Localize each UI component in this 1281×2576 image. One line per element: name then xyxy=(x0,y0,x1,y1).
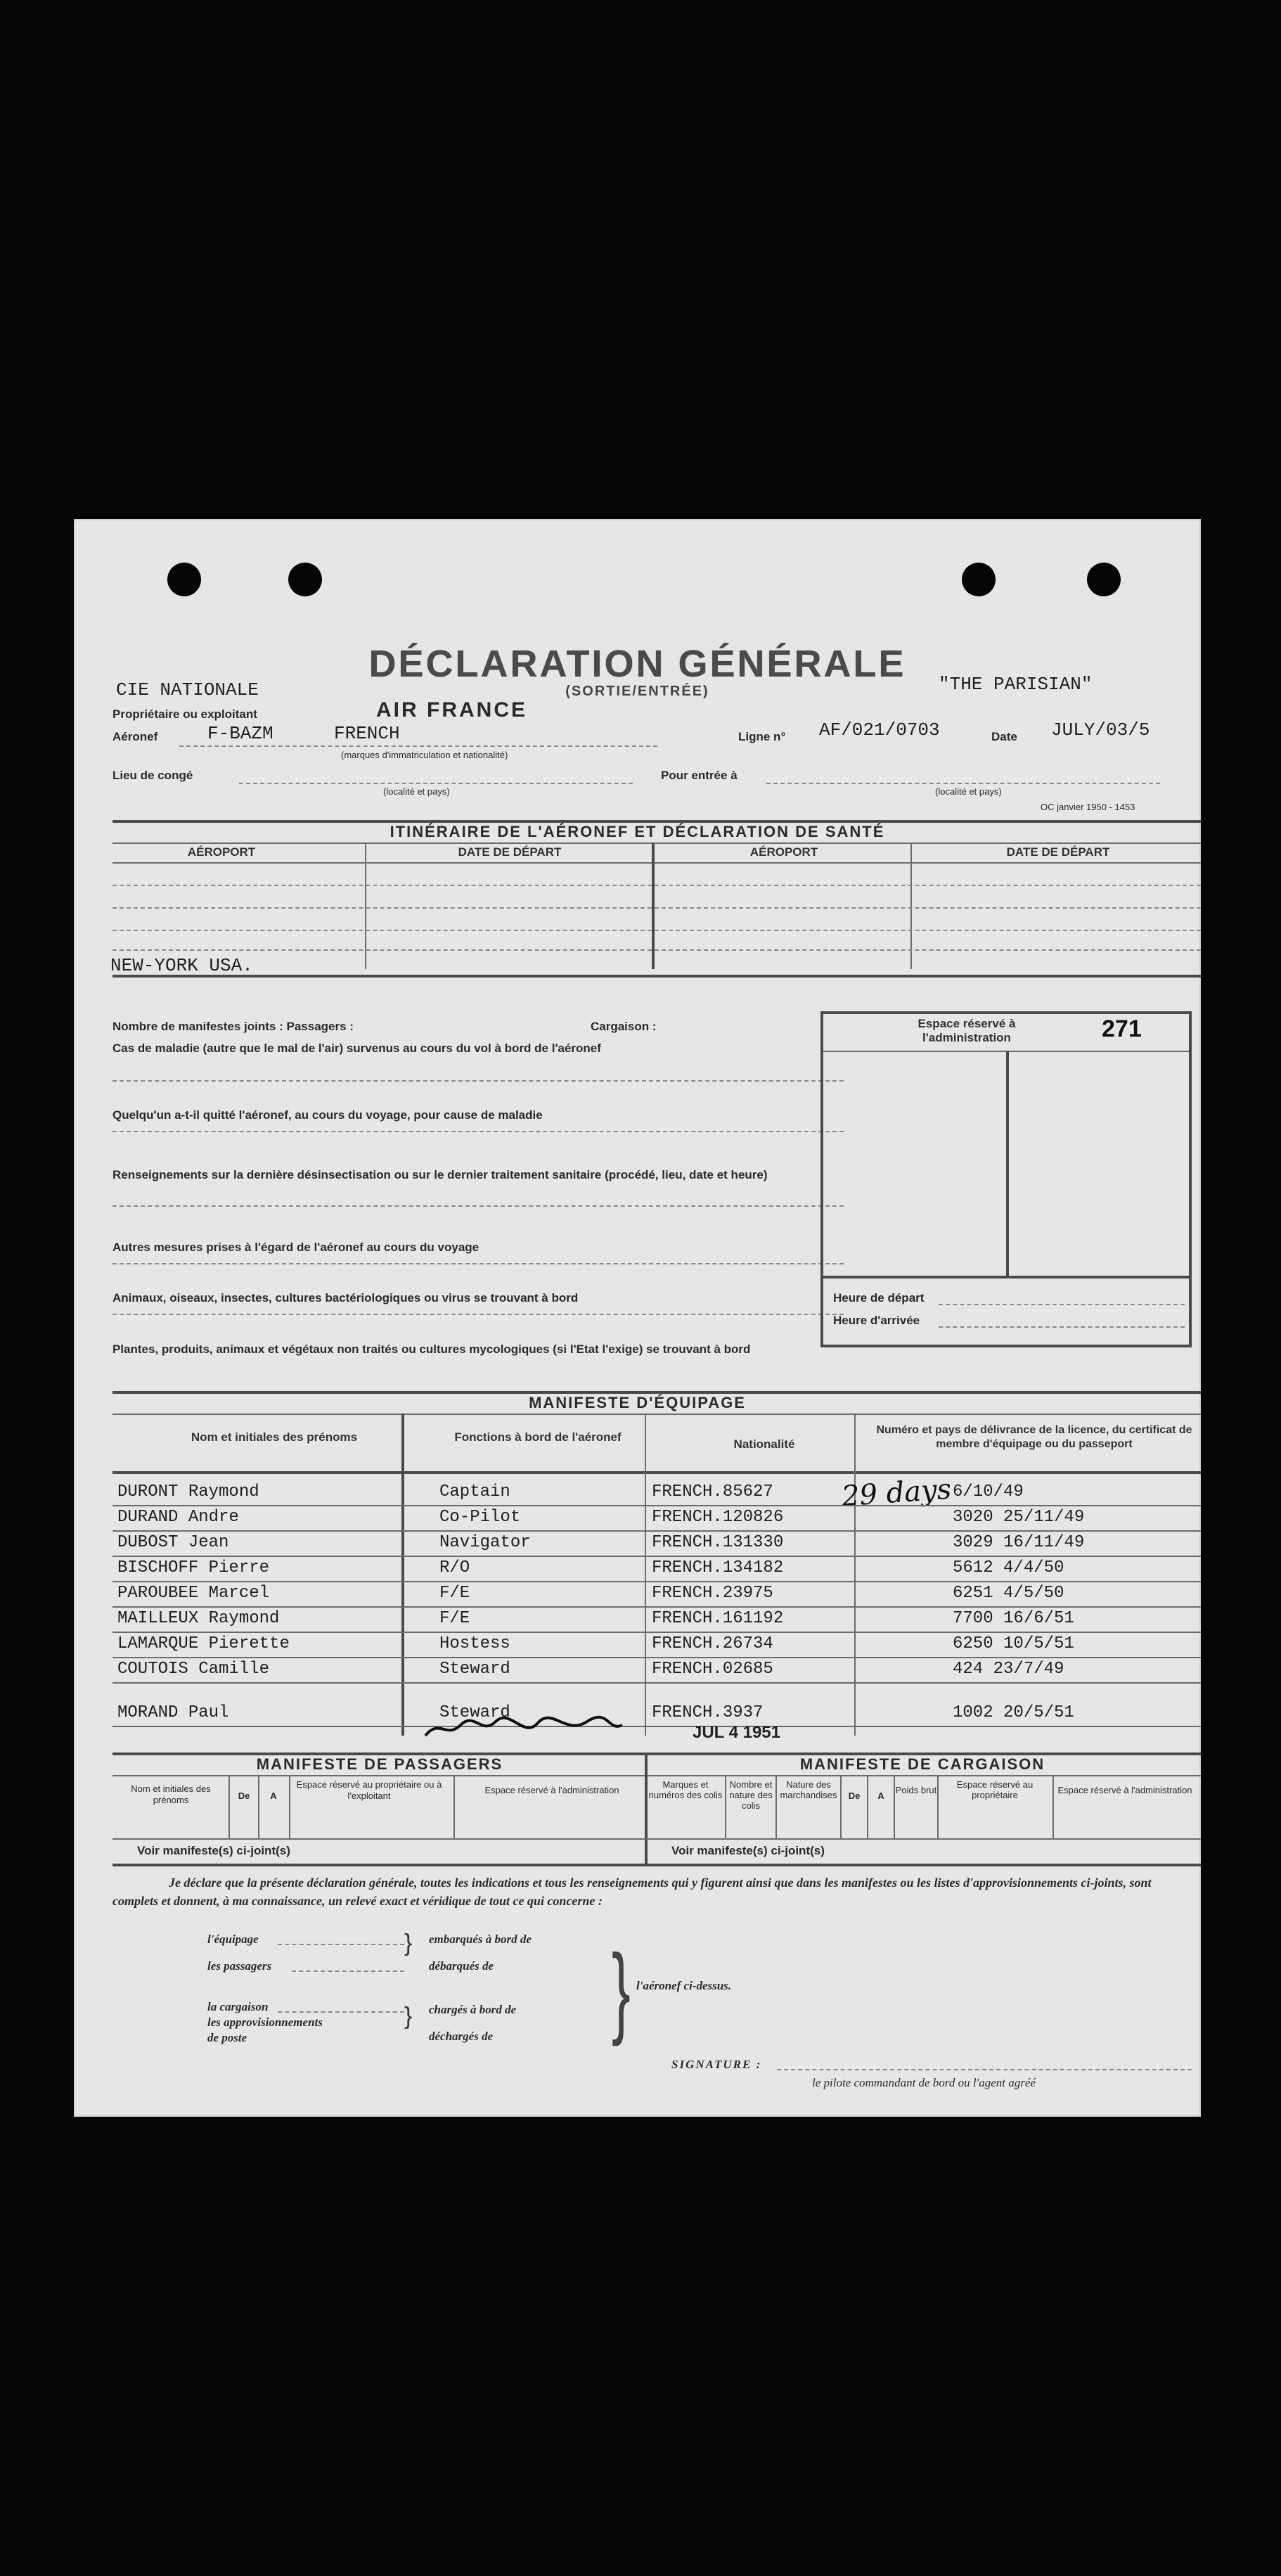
arrival-time-label: Heure d'arrivée xyxy=(833,1314,920,1327)
crew-function: Hostess xyxy=(439,1634,510,1653)
itinerary-col-airport-2: AÉROPORT xyxy=(749,845,818,859)
aircraft-nationality: FRENCH xyxy=(334,723,400,744)
crew-col-name: Nom et initiales des prénoms xyxy=(191,1430,358,1444)
line-value: AF/021/0703 xyxy=(819,719,940,741)
company-left: CIE NATIONALE xyxy=(116,679,259,700)
itinerary-col-date-2: DATE DE DÉPART xyxy=(1006,845,1110,859)
punch-hole xyxy=(167,563,201,596)
arrival-label: Pour entrée à xyxy=(661,769,738,782)
cargo-col-marks: Marques et numéros des colis xyxy=(648,1779,723,1800)
crew-nationality: FRENCH.131330 xyxy=(652,1533,784,1552)
date-label: Date xyxy=(991,730,1017,743)
crew-license: 6251 4/5/50 xyxy=(953,1584,1064,1603)
form-ref: OC janvier 1950 - 1453 xyxy=(1041,802,1135,812)
itinerary-title: ITINÉRAIRE DE L'AÉRONEF ET DÉCLARATION DE SANTÉ xyxy=(390,823,885,840)
date-value: JULY/03/5 xyxy=(1051,719,1150,741)
crew-function: F/E xyxy=(439,1609,470,1628)
cargo-col-weight: Poids brut xyxy=(895,1785,937,1795)
decl-aeronef: l'aéronef ci-dessus. xyxy=(636,1979,732,1992)
question-illness: Cas de maladie (autre que le mal de l'air) survenus au cours du vol à bord de l'aéronef xyxy=(112,1042,601,1055)
cargo-col-de: De xyxy=(848,1790,861,1801)
owner-value: AIR FRANCE xyxy=(376,698,527,722)
crew-nationality: FRENCH.3937 xyxy=(652,1703,764,1722)
decl-equipage: l'équipage xyxy=(207,1933,259,1946)
crew-license: 424 23/7/49 xyxy=(953,1660,1064,1679)
question-animals: Animaux, oiseaux, insectes, cultures bactériologiques ou virus se trouvant à bord xyxy=(112,1291,579,1305)
decl-charges: chargés à bord de xyxy=(429,2003,517,2016)
punch-hole xyxy=(962,563,996,596)
admin-stamp-number: 271 xyxy=(1102,1015,1142,1042)
aircraft-label: Aéronef xyxy=(112,730,158,743)
crew-nationality: FRENCH.02685 xyxy=(652,1660,773,1679)
signature-label: SIGNATURE : xyxy=(671,2058,762,2071)
cargo-col-a: A xyxy=(877,1790,884,1801)
pax-col-de: De xyxy=(238,1790,250,1801)
crew-col-license: Numéro et pays de délivrance de la licence, du certificat de membre d'équipage ou du passeport xyxy=(876,1424,1192,1450)
crew-license: 3029 16/11/49 xyxy=(953,1533,1085,1552)
owner-label: Propriétaire ou exploitant xyxy=(112,707,257,721)
crew-row-rule xyxy=(112,1581,1201,1582)
pax-col-name: Nom et initiales des prénoms xyxy=(131,1783,211,1805)
marks-note: (marques d'immatriculation et nationalité) xyxy=(341,750,508,760)
decl-cargaison: la cargaison xyxy=(207,2000,269,2013)
departure-note: (localité et pays) xyxy=(383,786,450,797)
crew-name: DURONT Raymond xyxy=(117,1482,259,1501)
crew-col-function: Fonctions à bord de l'aéronef xyxy=(454,1430,622,1444)
decl-passagers: les passagers xyxy=(207,1959,272,1973)
crew-license: 5612 4/4/50 xyxy=(953,1558,1064,1577)
handwritten-note: 29 days xyxy=(840,1473,953,1513)
crew-nationality: FRENCH.161192 xyxy=(652,1609,784,1628)
itinerary-col-airport: AÉROPORT xyxy=(187,845,256,859)
crew-license: 6250 10/5/51 xyxy=(953,1634,1074,1653)
crew-row-rule xyxy=(112,1682,1201,1684)
crew-row-rule xyxy=(112,1606,1201,1608)
crew-nationality: FRENCH.134182 xyxy=(652,1558,784,1577)
brace-left-2: } xyxy=(404,2003,413,2030)
date-stamp: JUL 4 1951 xyxy=(693,1723,780,1742)
registration: F-BAZM xyxy=(207,723,273,744)
crew-function: R/O xyxy=(439,1558,470,1577)
declaration-text: Je déclare que la présente déclaration générale, toutes les indications et tous les renseignements qui y figurent ainsi que dans les manifestes ou les listes d'approvisionnements ci-joints, sont complets et donnent, à ma connaissance, un relevé exact et véridique de tout ce qui concerne : xyxy=(112,1876,1152,1908)
itinerary-col-date: DATE DE DÉPART xyxy=(458,845,562,859)
decl-approvisionnements: les approvisionnements xyxy=(207,2016,323,2029)
cargo-count-label: Cargaison : xyxy=(591,1020,657,1033)
crew-name: BISCHOFF Pierre xyxy=(117,1558,270,1577)
cargo-col-owner: Espace réservé au propriétaire xyxy=(956,1779,1034,1800)
pax-col-admin: Espace réservé à l'administration xyxy=(484,1785,619,1795)
crew-row-rule xyxy=(112,1632,1201,1633)
signature-note: le pilote commandant de bord ou l'agent agréé xyxy=(812,2076,1036,2089)
crew-row-rule xyxy=(112,1505,1201,1506)
crew-license: 3020 25/11/49 xyxy=(953,1508,1085,1527)
pax-col-owner: Espace réservé au propriétaire ou à l'exploitant xyxy=(296,1779,442,1801)
crew-nationality: FRENCH.26734 xyxy=(652,1634,773,1653)
crew-function: Steward xyxy=(439,1703,510,1722)
pax-col-a: A xyxy=(270,1790,277,1801)
cargo-col-admin: Espace réservé à l'administration xyxy=(1057,1785,1192,1795)
crew-name: MORAND Paul xyxy=(117,1703,229,1722)
cargo-manifest-title: MANIFESTE DE CARGAISON xyxy=(799,1755,1045,1773)
crew-nationality: FRENCH.85627 xyxy=(652,1482,773,1501)
crew-function: Captain xyxy=(439,1482,510,1501)
crew-row-rule xyxy=(112,1726,1201,1727)
crew-license: 1002 20/5/51 xyxy=(953,1703,1074,1722)
signature-scribble xyxy=(418,1715,629,1743)
decl-poste: de poste xyxy=(207,2031,247,2044)
question-other-measures: Autres mesures prises à l'égard de l'aéronef au cours du voyage xyxy=(112,1241,479,1254)
departure-label: Lieu de congé xyxy=(112,769,193,782)
question-plants: Plantes, produits, animaux et végétaux non traités ou cultures mycologiques (si l'Etat l'exige) se trouvant à bord xyxy=(112,1343,751,1356)
crew-row-rule xyxy=(112,1556,1201,1557)
form-title: DÉCLARATION GÉNÉRALE xyxy=(368,643,906,685)
brace-right: } xyxy=(612,1933,631,2046)
form-subtitle: (SORTIE/ENTRÉE) xyxy=(565,684,709,699)
admin-reserved-title: Espace réservé à l'administration xyxy=(918,1017,1016,1044)
crew-nationality: FRENCH.23975 xyxy=(652,1584,773,1603)
declaration-document xyxy=(74,519,1201,2117)
crew-function: Co-Pilot xyxy=(439,1508,521,1527)
punch-hole xyxy=(288,563,322,596)
crew-name: MAILLEUX Raymond xyxy=(117,1609,280,1628)
crew-function: F/E xyxy=(439,1584,470,1603)
manifests-label: Nombre de manifestes joints : Passagers : xyxy=(112,1020,354,1033)
cargo-col-count: Nombre et nature des colis xyxy=(729,1779,773,1811)
decl-embarques: embarqués à bord de xyxy=(429,1933,532,1946)
crew-name: LAMARQUE Pierette xyxy=(117,1634,290,1653)
crew-name: PAROUBEE Marcel xyxy=(117,1584,270,1603)
crew-function: Navigator xyxy=(439,1533,531,1552)
itinerary-airport-value: NEW-YORK USA. xyxy=(110,955,253,976)
punch-hole xyxy=(1087,563,1121,596)
line-label: Ligne n° xyxy=(738,730,786,743)
cargo-see-attached: Voir manifeste(s) ci-joint(s) xyxy=(671,1844,825,1857)
crew-function: Steward xyxy=(439,1660,510,1679)
crew-col-nationality: Nationalité xyxy=(733,1437,795,1451)
crew-row-rule xyxy=(112,1657,1201,1658)
question-disinsection: Renseignements sur la dernière désinsectisation ou sur le dernier traitement sanitaire (procédé, lieu, date et heure) xyxy=(112,1168,768,1181)
crew-row-rule xyxy=(112,1530,1201,1532)
crew-name: DUBOST Jean xyxy=(117,1533,229,1552)
crew-license: 6/10/49 xyxy=(953,1482,1024,1501)
pax-see-attached: Voir manifeste(s) ci-joint(s) xyxy=(137,1844,290,1857)
arrival-note: (localité et pays) xyxy=(935,786,1002,797)
crew-nationality: FRENCH.120826 xyxy=(652,1508,784,1527)
decl-debarques: débarqués de xyxy=(429,1959,494,1973)
brace-left-1: } xyxy=(404,1930,413,1956)
crew-name: COUTOIS Camille xyxy=(117,1660,270,1679)
flight-name: "THE PARISIAN" xyxy=(939,674,1093,695)
departure-time-label: Heure de départ xyxy=(833,1291,925,1305)
crew-name: DURAND Andre xyxy=(117,1508,239,1527)
passenger-manifest-title: MANIFESTE DE PASSAGERS xyxy=(256,1755,503,1773)
crew-license: 7700 16/6/51 xyxy=(953,1609,1074,1628)
crew-manifest-title: MANIFESTE D'ÉQUIPAGE xyxy=(529,1394,746,1411)
decl-decharges: déchargés de xyxy=(429,2030,494,2043)
question-left-aircraft: Quelqu'un a-t-il quitté l'aéronef, au cours du voyage, pour cause de maladie xyxy=(112,1108,543,1122)
cargo-col-nature: Nature des marchandises xyxy=(780,1779,837,1800)
